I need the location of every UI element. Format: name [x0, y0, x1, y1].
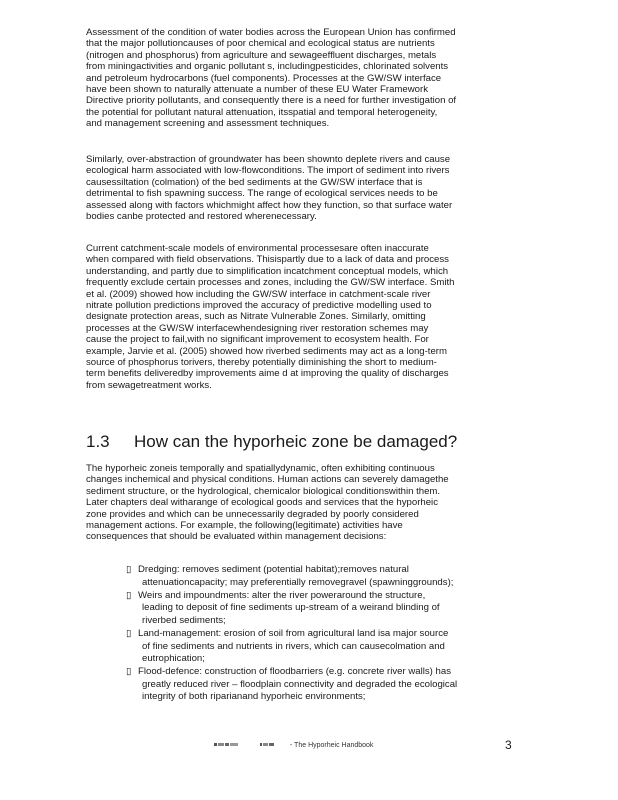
- list-item-line: Land-management: erosion of soil from agricultural land isa major source: [138, 627, 449, 639]
- footer-logo-environment-agency: [214, 741, 238, 751]
- paragraph-abstraction: [86, 154, 516, 222]
- text-line: assessed along with factors whichmight affect how they function, so that surface water: [86, 199, 453, 211]
- paragraph-models: [86, 243, 516, 391]
- text-line: management actions. For example, the following(legitimate) activities have: [86, 520, 403, 532]
- list-item-line: of fine sediments and nutrients in rivers, which can causecolmation and: [142, 640, 445, 652]
- list-item-line: greatly reduced river – floodplain connectivity and degraded the ecological: [142, 678, 458, 690]
- paragraph-pollution: [86, 27, 516, 130]
- bullet-marker-icon: ▯: [126, 589, 132, 601]
- text-line: processes at the GW/SW interfacewhendesigning river restoration schemes may: [86, 322, 429, 334]
- text-line: causessiltation (colmation) of the bed sediments at the GW/SW interface that is: [86, 176, 423, 188]
- text-line: and management screening and assessment techniques.: [86, 118, 330, 130]
- text-line: Later chapters deal witharange of ecological goods and services that the hyporheic: [86, 497, 438, 509]
- text-line: sediment structure, or the hydrological, chemicalor biological conditionswithin them.: [86, 485, 441, 497]
- text-line: term benefits deliveredby improvements aime d at improving the quality of discharges: [86, 368, 449, 380]
- bullet-marker-icon: ▯: [126, 564, 132, 575]
- list-item-line: attenuationcapacity; may preferentially removegravel (spawninggrounds);: [142, 576, 454, 588]
- text-line: Directive priority pollutants, and consequently there is a need for further investigation of: [86, 95, 457, 107]
- text-line: detrimental to fish spawning success. The range of ecological services needs to be: [86, 188, 438, 200]
- text-line: example, Jarvie et al. (2005) showed how riverbed sediments may act as a long-term: [86, 345, 447, 357]
- list-item-line: Dredging: removes sediment (potential habitat);removes natural: [138, 564, 409, 575]
- page-number: 3: [505, 738, 512, 752]
- section-title: How can the hyporheic zone be damaged?: [134, 432, 458, 451]
- footer-logo-secondary: [260, 741, 274, 751]
- text-line: source of phosphorus torivers, thereby potentially diminishing the short to medium-: [86, 357, 437, 369]
- text-line: Current catchment-scale models of environmental processesare often inaccurate: [86, 243, 429, 254]
- text-line: from miningactivities and organic pollutant s, includingpesticides, chlorinated solvents: [86, 61, 449, 73]
- list-item-line: leading to deposit of fine sediments up-stream of a weirand blinding of: [142, 602, 440, 614]
- page-footer: [214, 741, 373, 752]
- paragraph-damage-intro: [86, 463, 516, 543]
- section-heading: [86, 431, 526, 453]
- footer-title: - The Hyporheic Handbook: [289, 742, 374, 749]
- text-line: nitrate pollution predictions improved the accuracy of predictive modelling used to: [86, 300, 432, 312]
- footer-logo-mark: [214, 742, 238, 747]
- text-line: when compared with field observations. Thisispartly due to a lack of data and process: [86, 254, 449, 266]
- text-line: from sewagetreatment works.: [86, 379, 212, 391]
- text-line: and petroleum hydrocarbons (fuel components). Processes at the GW/SW interface: [86, 72, 442, 84]
- bullet-marker-icon: ▯: [126, 666, 132, 678]
- text-line: Similarly, over-abstraction of groundwater has been shownto deplete rivers and cause: [86, 154, 451, 165]
- list-item-line: riverbed sediments;: [142, 614, 226, 626]
- section-number: 1.3: [86, 432, 110, 451]
- list-item: [126, 628, 526, 666]
- text-line: et al. (2009) showed how including the GW/SW interface in catchment-scale river: [86, 288, 431, 300]
- text-line: The hyporheic zoneis temporally and spatiallydynamic, often exhibiting continuous: [86, 463, 435, 474]
- text-line: designate protection areas, such as Nitrate Vulnerable Zones. Similarly, omitting: [86, 311, 426, 323]
- text-line: consequences that should be evaluated within management decisions:: [86, 531, 387, 543]
- text-line: ecological harm associated with low-flowconditions. The import of sediment into rivers: [86, 165, 450, 177]
- list-item: [126, 666, 526, 704]
- text-line: the potential for pollutant natural attenuation, itsspatial and temporal heterogeneity,: [86, 106, 438, 118]
- damage-activities-list: [126, 564, 526, 705]
- text-line: zone provides and which can be unnecessarily degraded by poorly considered: [86, 508, 419, 520]
- list-item-line: Weirs and impoundments: alter the river poweraround the structure,: [138, 589, 426, 601]
- list-item-line: Flood-defence: construction of floodbarriers (e.g. concrete river walls) has: [138, 666, 452, 678]
- text-line: have been shown to naturally attenuate a number of these EU Water Framework: [86, 84, 429, 96]
- text-line: (nitrogen and phosphorus) from agriculture and sewageeffluent discharges, metals: [86, 49, 437, 61]
- text-line: frequently exclude certain processes and zones, including the GW/SW interface. Smith: [86, 277, 455, 289]
- text-line: changes inchemical and physical conditions. Human actions can severely damagethe: [86, 474, 449, 486]
- bullet-marker-icon: ▯: [126, 627, 132, 639]
- footer-logo-mark-2: [260, 742, 274, 747]
- list-item-line: integrity of both riparianand hyporheic environments;: [142, 691, 366, 703]
- text-line: understanding, and partly due to simplification incatchment conceptual models, which: [86, 265, 449, 277]
- list-item-line: eutrophication;: [142, 653, 205, 665]
- list-item: [126, 590, 526, 628]
- text-line: Assessment of the condition of water bodies across the European Union has confirmed: [86, 27, 456, 38]
- text-line: that the major pollutioncauses of poor chemical and ecological status are nutrients: [86, 38, 435, 50]
- text-line: bodies canbe protected and restored wherenecessary.: [86, 211, 317, 223]
- list-item: [126, 564, 526, 589]
- text-line: cause the project to fail,with no significant improvement to ecosystem health. For: [86, 334, 429, 346]
